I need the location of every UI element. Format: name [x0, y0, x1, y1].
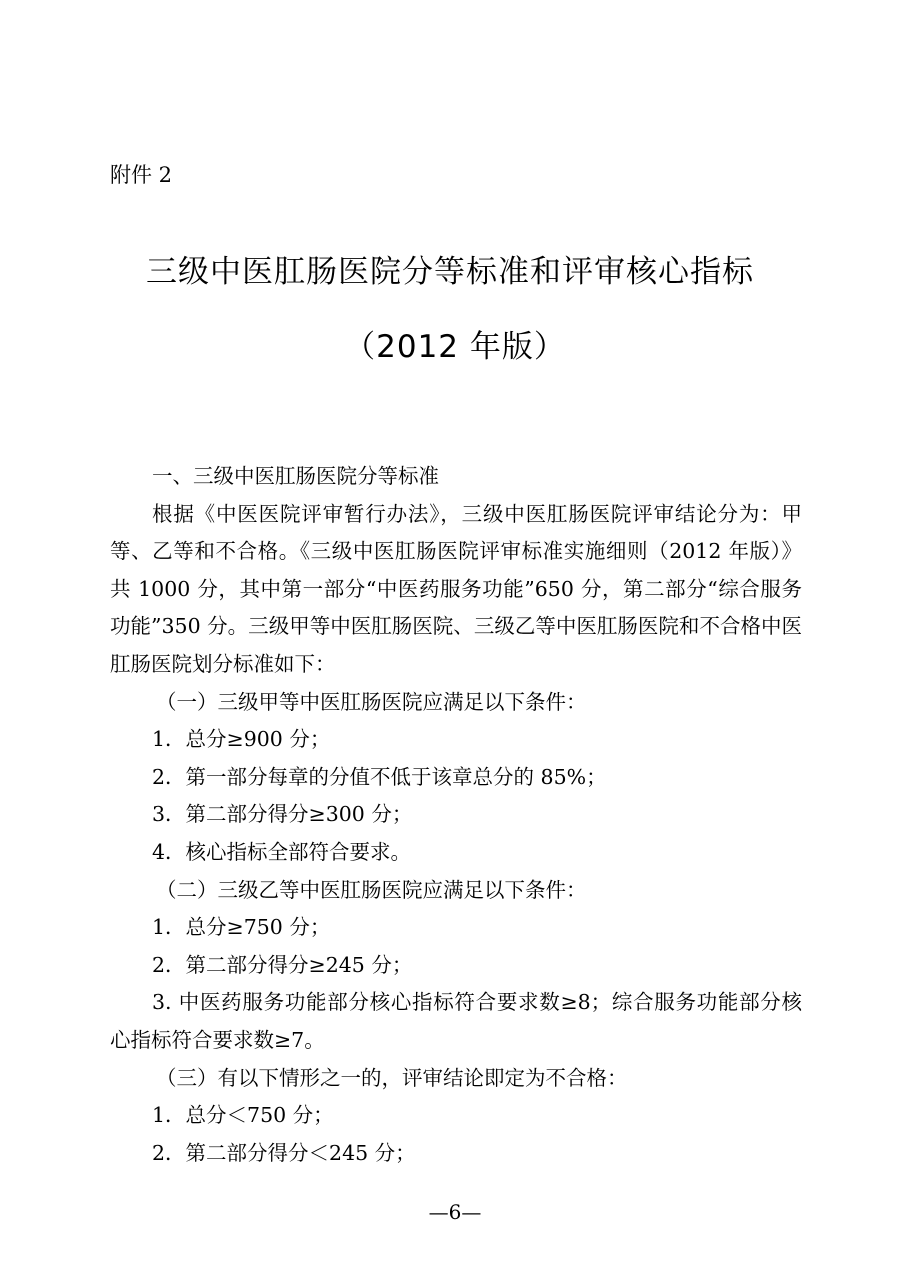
- document-subtitle-edition: （2012 年版）: [344, 329, 566, 365]
- intro-paragraph: 根据《中医医院评审暂行办法》，三级中医肛肠医院评审结论分为：甲等、乙等和不合格。《三级中医肛肠医院评审标准实施细则（2012 年版）》共 1000 分，其中第一部分“中医药服务功能”650 分，第二部分“综合服务功能”350 分。三级甲等中医肛肠医院、三级乙等中医肛肠医院和不合格中医肛肠医院划分标准如下：: [110, 501, 802, 676]
- list-item: 1．总分≥750 分；: [152, 915, 331, 940]
- subsection-heading-grade-a: （一）三级甲等中医肛肠医院应满足以下条件：: [156, 689, 587, 714]
- list-item: 3．第二部分得分≥300 分；: [152, 802, 413, 827]
- section-heading: 一、三级中医肛肠医院分等标准: [152, 464, 439, 488]
- list-item: 1．总分≥900 分；: [152, 727, 331, 752]
- list-item: 2．第二部分得分＜245 分；: [152, 1140, 416, 1165]
- list-item: 2．第二部分得分≥245 分；: [152, 952, 413, 977]
- page-number: —6—: [428, 1200, 482, 1224]
- attachment-label: 附件 2: [110, 163, 173, 187]
- document-title: 三级中医肛肠医院分等标准和评审核心指标: [146, 254, 754, 290]
- document-body: [110, 458, 802, 1172]
- list-item: 4．核心指标全部符合要求。: [152, 839, 412, 864]
- subsection-heading-grade-b: （二）三级乙等中医肛肠医院应满足以下条件：: [156, 877, 587, 902]
- list-item: 3. 中医药服务功能部分核心指标符合要求数≥8；综合服务功能部分核心指标符合要求数≥7。: [110, 990, 802, 1052]
- list-item: 1．总分＜750 分；: [152, 1103, 334, 1128]
- list-item: 2．第一部分每章的分值不低于该章总分的 85%；: [152, 764, 607, 789]
- subsection-heading-fail: （三）有以下情形之一的，评审结论即定为不合格：: [156, 1065, 628, 1090]
